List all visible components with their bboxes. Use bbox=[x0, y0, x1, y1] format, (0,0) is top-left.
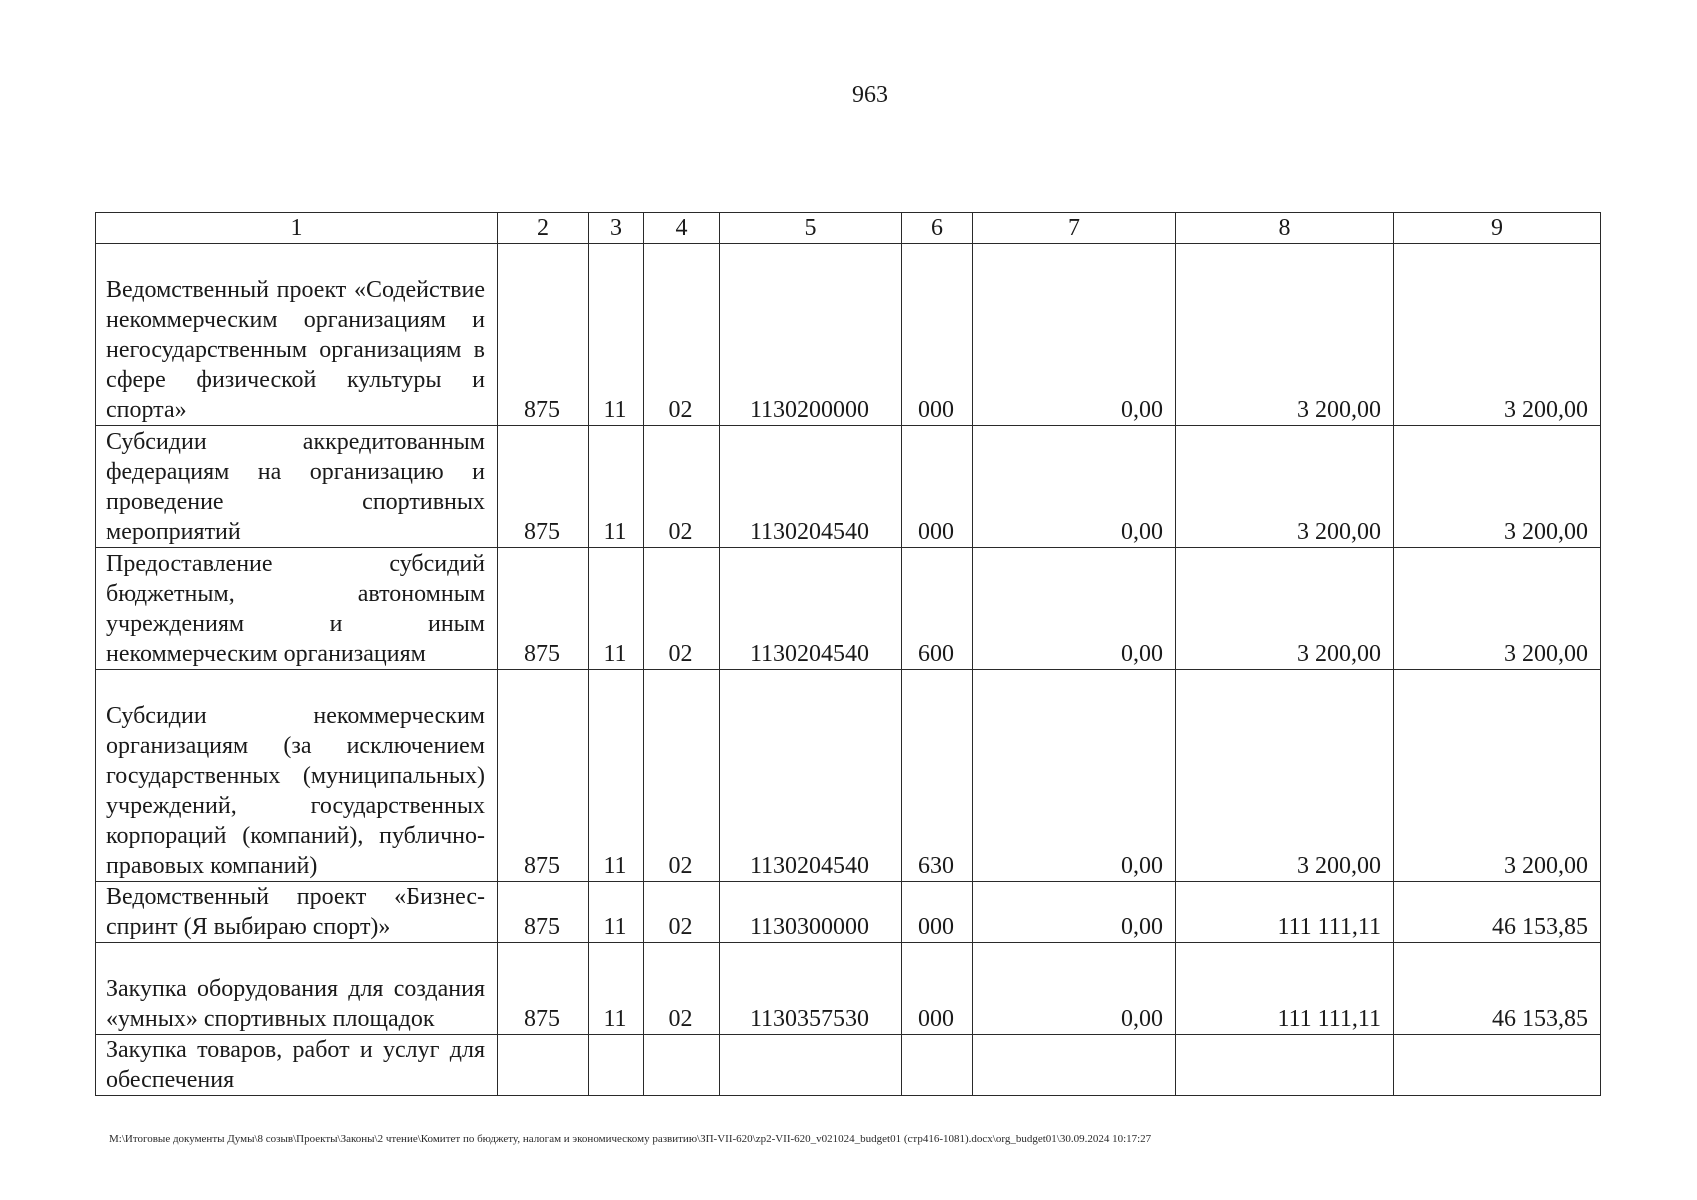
column-header: 1 bbox=[96, 213, 498, 244]
cell-expense-type: 630 bbox=[902, 670, 973, 882]
cell-expense-type: 600 bbox=[902, 548, 973, 670]
cell-amount-8: 3 200,00 bbox=[1176, 670, 1394, 882]
cell-code-admin: 875 bbox=[498, 943, 589, 1035]
cell-amount-9: 3 200,00 bbox=[1394, 244, 1601, 426]
cell-amount-7 bbox=[973, 1035, 1176, 1096]
cell-amount-7: 0,00 bbox=[973, 882, 1176, 943]
row-name: Ведомственный проект «Содействие некоммерческим организациям и негосударственным организациям в сфере физической культуры и спорта» bbox=[96, 244, 498, 426]
cell-code-admin: 875 bbox=[498, 670, 589, 882]
cell-expense-type bbox=[902, 1035, 973, 1096]
row-name: Закупка товаров, работ и услуг для обеспечения bbox=[96, 1035, 498, 1096]
cell-amount-7: 0,00 bbox=[973, 548, 1176, 670]
cell-amount-9: 3 200,00 bbox=[1394, 426, 1601, 548]
cell-amount-8: 3 200,00 bbox=[1176, 548, 1394, 670]
column-header: 4 bbox=[644, 213, 720, 244]
cell-target-article: 1130200000 bbox=[720, 244, 902, 426]
row-name: Закупка оборудования для создания «умных» спортивных площадок bbox=[96, 943, 498, 1035]
cell-section: 11 bbox=[589, 943, 644, 1035]
column-header: 9 bbox=[1394, 213, 1601, 244]
cell-amount-9: 3 200,00 bbox=[1394, 670, 1601, 882]
cell-expense-type: 000 bbox=[902, 943, 973, 1035]
cell-target-article: 1130204540 bbox=[720, 548, 902, 670]
cell-expense-type: 000 bbox=[902, 882, 973, 943]
cell-amount-9 bbox=[1394, 1035, 1601, 1096]
cell-section: 11 bbox=[589, 244, 644, 426]
cell-amount-8 bbox=[1176, 1035, 1394, 1096]
cell-amount-9: 46 153,85 bbox=[1394, 943, 1601, 1035]
cell-target-article: 1130204540 bbox=[720, 426, 902, 548]
budget-table bbox=[95, 212, 1601, 1096]
cell-subsection: 02 bbox=[644, 943, 720, 1035]
cell-code-admin: 875 bbox=[498, 244, 589, 426]
row-name: Предоставление субсидий бюджетным, автономным учреждениям и иным некоммерческим организациям bbox=[96, 548, 498, 670]
cell-amount-9: 3 200,00 bbox=[1394, 548, 1601, 670]
table-row bbox=[96, 1035, 1601, 1096]
cell-subsection: 02 bbox=[644, 244, 720, 426]
column-header: 2 bbox=[498, 213, 589, 244]
cell-code-admin: 875 bbox=[498, 548, 589, 670]
cell-amount-8: 3 200,00 bbox=[1176, 426, 1394, 548]
cell-amount-8: 111 111,11 bbox=[1176, 882, 1394, 943]
row-name: Ведомственный проект «Бизнес-спринт (Я выбираю спорт)» bbox=[96, 882, 498, 943]
cell-amount-7: 0,00 bbox=[973, 426, 1176, 548]
cell-amount-8: 111 111,11 bbox=[1176, 943, 1394, 1035]
cell-target-article: 1130357530 bbox=[720, 943, 902, 1035]
table-header-row bbox=[96, 213, 1601, 244]
cell-target-article: 1130300000 bbox=[720, 882, 902, 943]
cell-target-article bbox=[720, 1035, 902, 1096]
table-row bbox=[96, 943, 1601, 1035]
page-number: 963 bbox=[852, 82, 888, 108]
column-header: 7 bbox=[973, 213, 1176, 244]
cell-section: 11 bbox=[589, 426, 644, 548]
cell-subsection: 02 bbox=[644, 548, 720, 670]
cell-code-admin bbox=[498, 1035, 589, 1096]
column-header: 6 bbox=[902, 213, 973, 244]
table-row bbox=[96, 426, 1601, 548]
cell-target-article: 1130204540 bbox=[720, 670, 902, 882]
row-name: Субсидии некоммерческим организациям (за исключением государственных (муниципальных) учреждений, государственных корпораций (компаний), публично-правовых компаний) bbox=[96, 670, 498, 882]
cell-code-admin: 875 bbox=[498, 882, 589, 943]
cell-section: 11 bbox=[589, 548, 644, 670]
column-header: 5 bbox=[720, 213, 902, 244]
cell-subsection bbox=[644, 1035, 720, 1096]
cell-amount-9: 46 153,85 bbox=[1394, 882, 1601, 943]
file-path-footer: M:\Итоговые документы Думы\8 созыв\Проекты\Законы\2 чтение\Комитет по бюджету, налогам и экономическому развитию\ЗП-VII-620\zp2-VII-620_v021024_budget01 (стр416-1081).docx\org_budget01\30.09.2024 10:17:27 bbox=[109, 1133, 1152, 1145]
table-row bbox=[96, 548, 1601, 670]
column-header: 8 bbox=[1176, 213, 1394, 244]
table-row bbox=[96, 882, 1601, 943]
cell-subsection: 02 bbox=[644, 670, 720, 882]
cell-code-admin: 875 bbox=[498, 426, 589, 548]
cell-amount-7: 0,00 bbox=[973, 670, 1176, 882]
cell-expense-type: 000 bbox=[902, 244, 973, 426]
cell-amount-7: 0,00 bbox=[973, 943, 1176, 1035]
table-row bbox=[96, 244, 1601, 426]
cell-section bbox=[589, 1035, 644, 1096]
cell-subsection: 02 bbox=[644, 882, 720, 943]
cell-amount-7: 0,00 bbox=[973, 244, 1176, 426]
cell-subsection: 02 bbox=[644, 426, 720, 548]
cell-amount-8: 3 200,00 bbox=[1176, 244, 1394, 426]
cell-expense-type: 000 bbox=[902, 426, 973, 548]
row-name: Субсидии аккредитованным федерациям на организацию и проведение спортивных мероприятий bbox=[96, 426, 498, 548]
table-row bbox=[96, 670, 1601, 882]
column-header: 3 bbox=[589, 213, 644, 244]
cell-section: 11 bbox=[589, 882, 644, 943]
cell-section: 11 bbox=[589, 670, 644, 882]
